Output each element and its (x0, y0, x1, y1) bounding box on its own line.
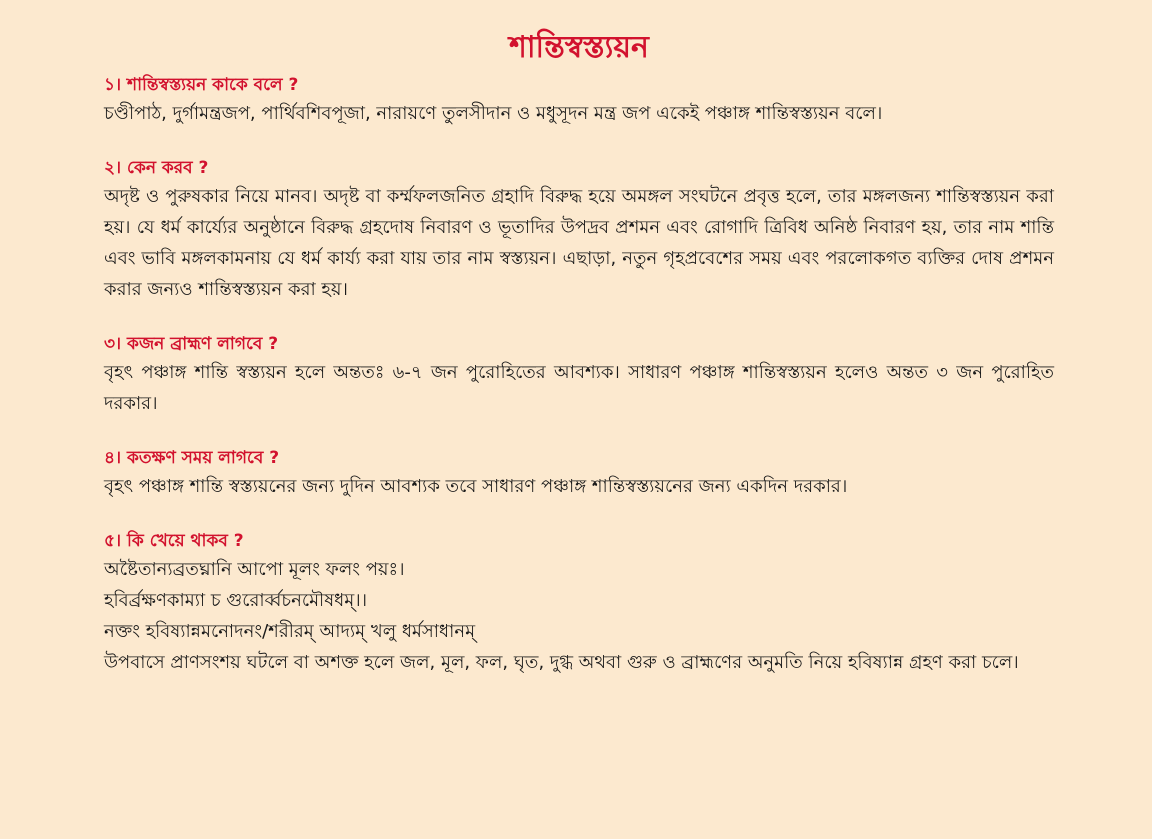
sanskrit-verse-line: অষ্টৈতান্যব্রতঘ্নানি আপো মূলং ফলং পয়ঃ। (104, 559, 405, 580)
faq-answer: অদৃষ্ট ও পুরুষকার নিয়ে মানব। অদৃষ্ট বা কর্ম্মফলজনিত গ্রহাদি বিরুদ্ধ হয়ে অমঙ্গল সংঘটনে প্রবৃত্ত হলে, তার মঙ্গলজন্য শান্তিস্বস্ত্যয়ন করা হয়। যে ধর্ম কার্য্যের অনুষ্ঠানে বিরুদ্ধ গ্রহদোষ নিবারণ ও ভূতাদির উপদ্রব প্রশমন এবং রোগাদি ত্রিবিধ অনিষ্ঠ নিবারণ হয়, তার নাম শান্তি এবং ভাবি মঙ্গলকামনায় যে ধর্ম কার্য্য করা যায় তার নাম স্বস্ত্যয়ন। এছাড়া, নতুন গৃহপ্রবেশের সময় এবং পরলোকগত ব্যক্তির দোষ প্রশমন করার জন্যও শান্তিস্বস্ত্যয়ন করা হয়। (104, 186, 1054, 300)
sanskrit-verse-line: হবির্ব্রক্ষণকাম্যা চ গুরোর্ব্বচনমৌষধম্।। (104, 590, 368, 611)
faq-answer: চণ্ডীপাঠ, দুর্গামন্ত্রজপ, পার্থিবশিবপূজা, নারায়ণে তুলসীদান ও মধুসূদন মন্ত্র জপ একেই পঞ্চাঙ্গ শান্তিস্বস্ত্যয়ন বলে। (104, 103, 883, 124)
faq-question: ৩। কজন ব্রাহ্মণ লাগবে ? (104, 334, 279, 354)
sanskrit-verse-line: নক্তং হবিষ্যান্নমনোদনং/শরীরম্ আদ্যম্ খলু ধর্মসাধানম্ (104, 621, 476, 642)
faq-answer: বৃহৎ পঞ্চাঙ্গ শান্তি স্বস্ত্যয়ন হলে অন্ততঃ ৬-৭ জন পুরোহিতের আবশ্যক। সাধারণ পঞ্চাঙ্গ শান্তিস্বস্ত্যয়ন হলেও অন্তত ৩ জন পুরোহিত দরকার। (104, 362, 1054, 414)
faq-question: ২। কেন করব ? (104, 158, 209, 178)
faq-answer: বৃহৎ পঞ্চাঙ্গ শান্তি স্বস্ত্যয়নের জন্য দুদিন আবশ্যক তবে সাধারণ পঞ্চাঙ্গ শান্তিস্বস্ত্যয়নের জন্য একদিন দরকার। (104, 476, 848, 497)
faq-item-4 (104, 445, 1054, 502)
faq-item-3 (104, 331, 1054, 419)
faq-question: ৫। কি খেয়ে থাকব ? (104, 531, 244, 551)
faq-item-1 (104, 72, 1054, 129)
faq-item-5 (104, 528, 1054, 678)
page-title: শান্তিস্বস্ত্যয়ন (509, 30, 649, 65)
faq-answer: উপবাসে প্রাণসংশয় ঘটলে বা অশক্ত হলে জল, মূল, ফল, ঘৃত, দুগ্ধ অথবা গুরু ও ব্রাহ্মণের অনুমতি নিয়ে হবিষ্যান্ন গ্রহণ করা চলে। (104, 652, 1019, 673)
faq-item-2 (104, 155, 1054, 305)
faq-question: ১। শান্তিস্বস্ত্যয়ন কাকে বলে ? (104, 75, 299, 95)
faq-question: ৪। কতক্ষণ সময় লাগবে ? (104, 448, 280, 468)
